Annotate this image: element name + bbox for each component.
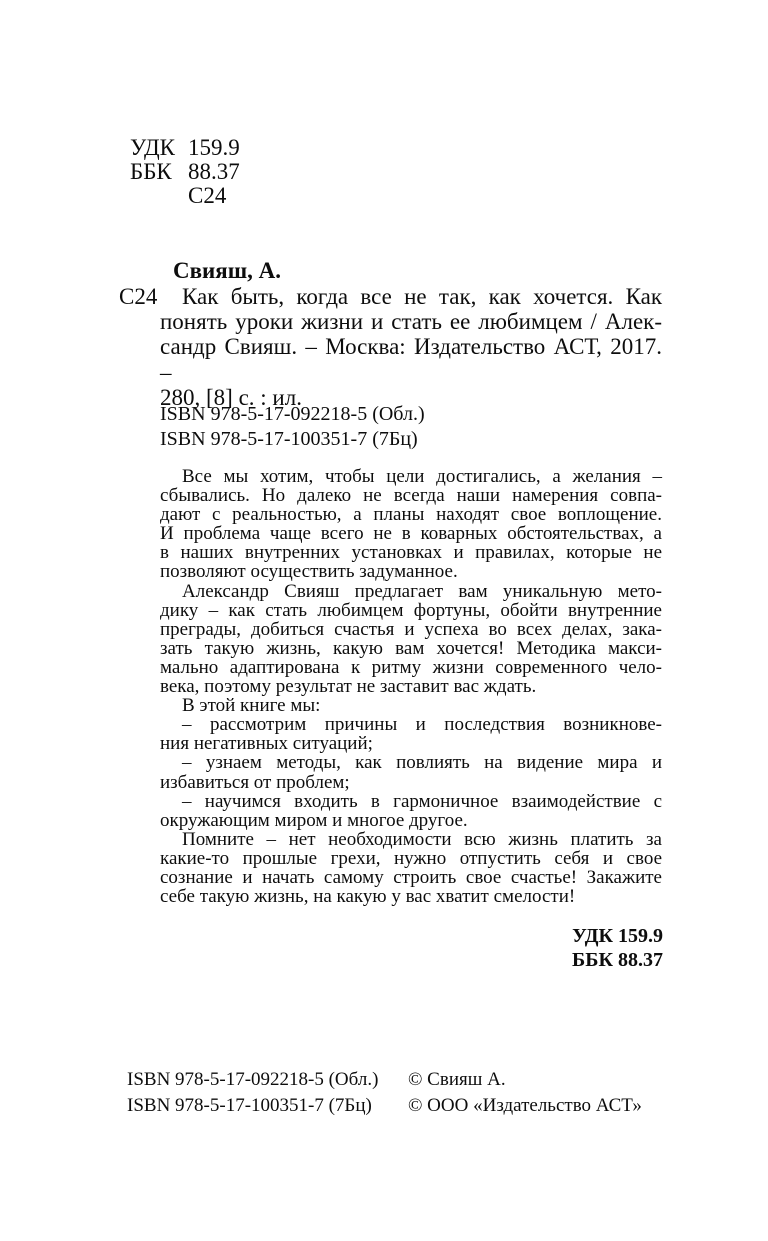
annotation-line: мально адаптирована к ритму жизни современного чело- — [160, 656, 662, 678]
annotation-line: И проблема чаще всего не в коварных обстоятельствах, а — [160, 523, 662, 545]
footer-isbn-column — [127, 1067, 378, 1118]
annotation-line: ния негативных ситуаций; — [160, 733, 373, 755]
bbk-row — [130, 160, 240, 184]
bbk-label: ББК — [130, 159, 172, 184]
annotation-line: зать такую жизнь, какую вам хочется! Методика макси- — [160, 637, 662, 659]
bbk-bottom: ББК 88.37 — [572, 949, 663, 971]
bib-line: понять уроки жизни и стать ее любимцем / Алек- — [160, 309, 662, 335]
annotation-line: сознание и начать самому строить свое счастье! Закажите — [160, 866, 662, 888]
footer-isbn-line: ISBN 978-5-17-100351-7 (7Бц) — [127, 1094, 372, 1116]
bbk-value: 88.37 — [188, 159, 240, 184]
annotation-line: дику – как стать любимцем фортуны, обойти внутренние — [160, 599, 662, 621]
annotation-line: окружающим миром и многое другое. — [160, 809, 468, 831]
annotation-line: Александр Свияш предлагает вам уникальную мето- — [182, 580, 662, 602]
annotation-line: – узнаем методы, как повлиять на видение мира и — [182, 752, 662, 774]
annotation-line: века, поэтому результат не заставит вас ждать. — [160, 676, 537, 698]
classification-codes-bottom — [572, 924, 663, 972]
annotation-line: какие-то прошлые грехи, нужно отпустить себя и свое — [160, 847, 662, 869]
annotation-line: позволяют осуществить задуманное. — [160, 561, 458, 583]
udk-row — [130, 136, 240, 160]
udk-label: УДК — [130, 135, 175, 160]
bib-line: сандр Свияш. – Москва: Издательство АСТ, 2017. – — [160, 334, 662, 385]
author-sign-row — [130, 184, 240, 208]
footer-isbn-line: ISBN 978-5-17-092218-5 (Обл.) — [127, 1069, 379, 1090]
footer-copyright-column — [408, 1067, 642, 1118]
annotation-line: В этой книге мы: — [182, 695, 321, 717]
annotation-line: избавиться от проблем; — [160, 771, 350, 793]
annotation-line: Все мы хотим, чтобы цели достигались, а желания – — [182, 466, 662, 487]
copyright-line: © ООО «Издательство АСТ» — [408, 1094, 642, 1116]
classification-codes-top — [130, 136, 240, 208]
annotation-line: сбывались. Но далеко не всегда наши намерения совпа- — [160, 485, 662, 507]
bibliographic-description — [160, 284, 662, 410]
annotation-line: – рассмотрим причины и последствия возникнове- — [182, 714, 662, 736]
bib-line: 280, [8] с. : ил. — [160, 384, 302, 410]
isbn-block — [160, 402, 425, 452]
bib-line: Как быть, когда все не так, как хочется. Как — [182, 284, 662, 309]
author-sign: С24 — [188, 183, 227, 208]
annotation-line: преграды, добиться счастья и успеха во всех делах, зака- — [160, 618, 662, 640]
udk-bottom: УДК 159.9 — [572, 925, 663, 947]
annotation-line: – научимся входить в гармоничное взаимодействие с — [182, 790, 662, 812]
annotation — [160, 467, 662, 906]
udk-value: 159.9 — [188, 135, 240, 160]
annotation-line: себе такую жизнь, на какую у вас хватит смелости! — [160, 886, 576, 908]
annotation-line: дают с реальностью, а планы находят свое воплощение. — [160, 504, 662, 526]
isbn-line: ISBN 978-5-17-092218-5 (Обл.) — [160, 403, 425, 425]
entry-code: С24 — [119, 284, 158, 309]
author-heading: Свияш, А. — [173, 258, 282, 283]
isbn-line: ISBN 978-5-17-100351-7 (7Бц) — [160, 428, 418, 450]
annotation-line: Помните – нет необходимости всю жизнь платить за — [182, 828, 662, 850]
copyright-line: © Свияш А. — [408, 1069, 506, 1090]
annotation-line: в наших внутренних установках и правилах, которые не — [160, 542, 662, 564]
